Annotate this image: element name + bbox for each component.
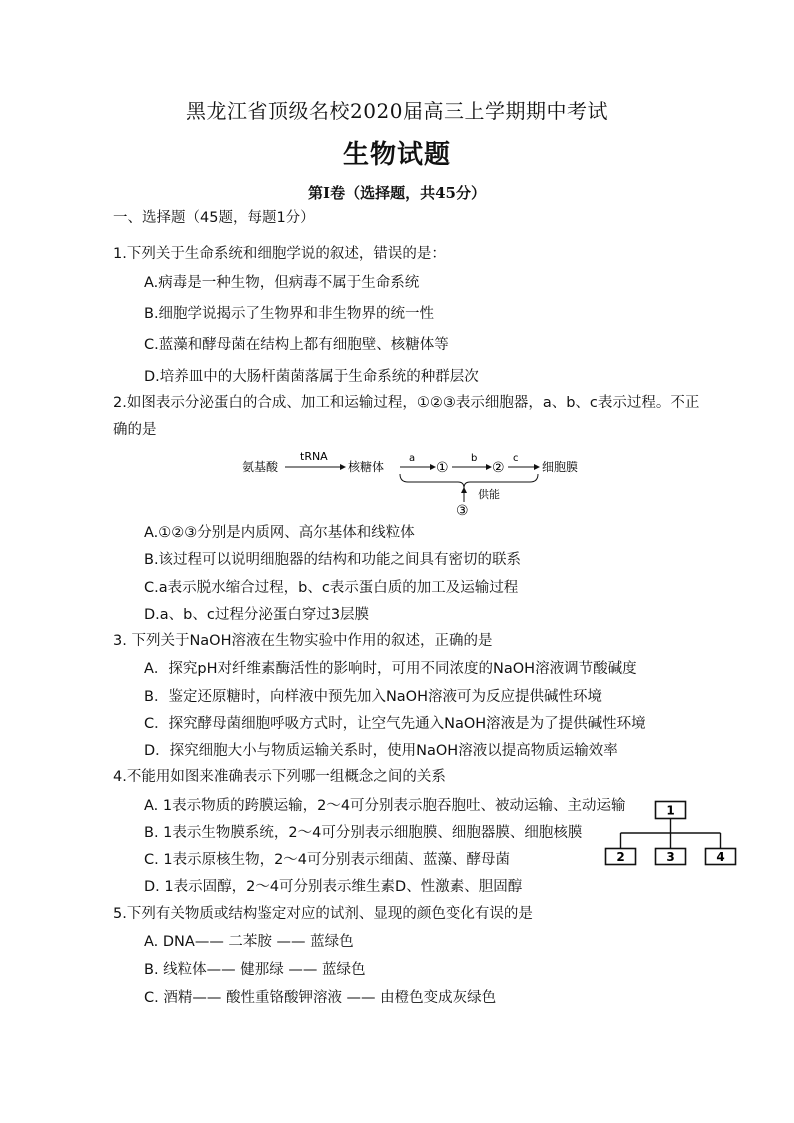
diagram-trna: tRNA [300, 450, 328, 463]
subject-title: 生物试题 [342, 140, 451, 170]
diagram-label-a: a [409, 453, 416, 464]
question-3-option-a: A．探究pH对纤维素酶活性的影响时，可用不同浓度的NaOH溶液调节酸碱度 [144, 661, 637, 677]
concept-tree-diagram [600, 798, 740, 868]
tree-node-3-label: 3 [666, 850, 675, 864]
question-2-option-b: B.该过程可以说明细胞器的结构和功能之间具有密切的联系 [144, 552, 522, 568]
question-5-option-b: B. 线粒体—— 健那绿 —— 蓝绿色 [144, 962, 366, 978]
question-2-stem-cont: 确的是 [113, 422, 157, 438]
diagram-organelle-2: ② [492, 460, 505, 476]
diagram-arrowhead [534, 464, 540, 470]
question-1-option-b: B.细胞学说揭示了生物界和非生物界的统一性 [144, 306, 435, 322]
question-4-option-b: B. 1表示生物膜系统，2～4可分别表示细胞膜、细胞器膜、细胞核膜 [144, 825, 583, 841]
question-3-stem: 3. 下列关于NaOH溶液在生物实验中作用的叙述，正确的是 [113, 633, 493, 649]
section-heading: 一、选择题（45题，每题1分） [113, 210, 315, 226]
question-1-option-c: C.蓝藻和酵母菌在结构上都有细胞壁、核糖体等 [144, 337, 449, 353]
question-2-option-c: C.a表示脱水缩合过程，b、c表示蛋白质的加工及运输过程 [144, 580, 519, 596]
diagram-membrane: 细胞膜 [542, 460, 579, 474]
question-3-option-b: B．鉴定还原糖时，向样液中预先加入NaOH溶液可为反应提供碱性环境 [144, 689, 602, 705]
tree-node-2-label: 2 [616, 850, 625, 864]
diagram-label-c: c [513, 453, 519, 464]
diagram-organelle-3: ③ [456, 503, 469, 518]
question-5-option-c: C. 酒精—— 酸性重铬酸钾溶液 —— 由橙色变成灰绿色 [144, 990, 497, 1006]
secretory-protein-diagram [230, 446, 600, 518]
diagram-organelle-1: ① [436, 460, 449, 476]
question-1-stem: 1.下列关于生命系统和细胞学说的叙述，错误的是： [113, 246, 446, 262]
question-5-stem: 5.下列有关物质或结构鉴定对应的试剂、显现的颜色变化有误的是 [113, 906, 533, 922]
diagram-label-b: b [471, 453, 478, 464]
question-3-option-c: C．探究酵母菌细胞呼吸方式时，让空气先通入NaOH溶液是为了提供碱性环境 [144, 716, 646, 732]
exam-title: 黑龙江省顶级名校2020届高三上学期期中考试 [186, 99, 608, 123]
diagram-energy: 供能 [478, 488, 500, 501]
question-4-option-c: C. 1表示原核生物，2～4可分别表示细菌、蓝藻、酵母菌 [144, 852, 511, 868]
question-2-stem: 2.如图表示分泌蛋白的合成、加工和运输过程，①②③表示细胞器，a、b、c表示过程。不正 [113, 395, 700, 411]
diagram-arrowhead [340, 464, 346, 470]
volume-heading: 第Ⅰ卷（选择题，共45分） [308, 184, 486, 202]
tree-node-4-label: 4 [716, 850, 725, 864]
question-2-option-a: A.①②③分别是内质网、高尔基体和线粒体 [144, 525, 415, 541]
tree-node-1-label: 1 [666, 803, 675, 818]
question-4-option-a: A. 1表示物质的跨膜运输，2～4可分别表示胞吞胞吐、被动运输、主动运输 [144, 798, 626, 814]
question-1-option-d: D.培养皿中的大肠杆菌菌落属于生命系统的种群层次 [144, 369, 479, 385]
question-3-option-d: D．探究细胞大小与物质运输关系时，使用NaOH溶液以提高物质运输效率 [144, 743, 618, 759]
question-5-option-a: A. DNA—— 二苯胺 —— 蓝绿色 [144, 934, 354, 950]
question-2-option-d: D.a、b、c过程分泌蛋白穿过3层膜 [144, 607, 370, 623]
diagram-brace [400, 474, 538, 488]
question-4-option-d: D. 1表示固醇，2～4可分别表示维生素D、性激素、胆固醇 [144, 879, 523, 895]
diagram-arrowhead [461, 487, 467, 493]
diagram-amino-acid: 氨基酸 [242, 460, 279, 474]
diagram-ribosome: 核糖体 [348, 460, 385, 474]
question-1-option-a: A.病毒是一种生物，但病毒不属于生命系统 [144, 275, 420, 291]
question-4-stem: 4.不能用如图来准确表示下列哪一组概念之间的关系 [113, 769, 446, 785]
